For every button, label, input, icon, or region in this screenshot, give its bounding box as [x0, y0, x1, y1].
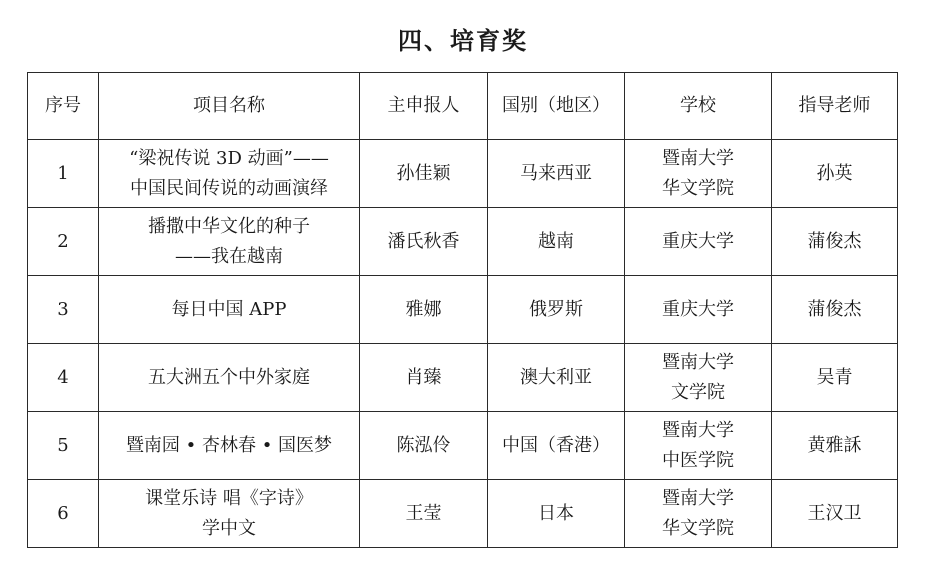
school-cell	[625, 412, 772, 480]
row-index: 4	[28, 344, 99, 412]
advisor-cell: 蒲俊杰	[772, 276, 898, 344]
country-cell: 马来西亚	[488, 140, 625, 208]
row-index: 3	[28, 276, 99, 344]
table-row	[28, 480, 898, 548]
school-cell	[625, 208, 772, 276]
page-title: 四、培育奖	[398, 27, 528, 55]
school-line: 暨南大学	[662, 487, 734, 509]
table-row	[28, 412, 898, 480]
applicant-cell: 肖臻	[360, 344, 488, 412]
table-row	[28, 140, 898, 208]
row-index: 2	[28, 208, 99, 276]
table-row	[28, 344, 898, 412]
header-index: 序号	[28, 73, 99, 140]
school-cell	[625, 276, 772, 344]
school-line: 华文学院	[662, 177, 734, 199]
header-country-region: 国别（地区）	[488, 73, 625, 140]
project-name-cell	[99, 412, 360, 480]
school-line: 中医学院	[662, 449, 734, 471]
project-name-cell	[99, 140, 360, 208]
applicant-cell: 孙佳颖	[360, 140, 488, 208]
school-line: 华文学院	[662, 517, 734, 539]
school-cell	[625, 480, 772, 548]
award-table	[27, 72, 898, 548]
project-name-line: ——我在越南	[175, 245, 283, 267]
row-index: 5	[28, 412, 99, 480]
table-header-row	[28, 73, 898, 140]
advisor-cell: 王汉卫	[772, 480, 898, 548]
school-line: 重庆大学	[662, 230, 734, 252]
advisor-cell: 吴青	[772, 344, 898, 412]
school-line: 暨南大学	[662, 147, 734, 169]
applicant-cell: 陈泓伶	[360, 412, 488, 480]
advisor-cell: 黄雅訸	[772, 412, 898, 480]
project-name-line: 课堂乐诗 唱《字诗》	[145, 487, 313, 509]
project-name-line: 每日中国 APP	[171, 298, 287, 320]
school-cell	[625, 344, 772, 412]
school-line: 重庆大学	[662, 298, 734, 320]
header-project-name: 项目名称	[99, 73, 360, 140]
project-name-line: 五大洲五个中外家庭	[148, 366, 310, 388]
advisor-cell: 孙英	[772, 140, 898, 208]
table-row	[28, 276, 898, 344]
school-line: 暨南大学	[662, 419, 734, 441]
country-cell: 中国（香港）	[488, 412, 625, 480]
advisor-cell: 蒲俊杰	[772, 208, 898, 276]
project-name-line: 播撒中华文化的种子	[148, 215, 310, 237]
school-cell	[625, 140, 772, 208]
project-name-line: 学中文	[202, 517, 256, 539]
header-school: 学校	[625, 73, 772, 140]
row-index: 1	[28, 140, 99, 208]
country-cell: 澳大利亚	[488, 344, 625, 412]
applicant-cell: 王莹	[360, 480, 488, 548]
project-name-line: 暨南园 • 杏林春 • 国医梦	[125, 434, 333, 456]
project-name-cell	[99, 480, 360, 548]
project-name-cell	[99, 276, 360, 344]
row-index: 6	[28, 480, 99, 548]
header-applicant: 主申报人	[360, 73, 488, 140]
project-name-cell	[99, 208, 360, 276]
project-name-cell	[99, 344, 360, 412]
applicant-cell: 潘氏秋香	[360, 208, 488, 276]
school-line: 文学院	[671, 381, 725, 403]
project-name-line: 中国民间传说的动画演绎	[130, 177, 328, 199]
table-row	[28, 208, 898, 276]
country-cell: 俄罗斯	[488, 276, 625, 344]
applicant-cell: 雅娜	[360, 276, 488, 344]
project-name-line: “梁祝传说 3D 动画”——	[129, 147, 329, 169]
country-cell: 日本	[488, 480, 625, 548]
header-advisor: 指导老师	[772, 73, 898, 140]
country-cell: 越南	[488, 208, 625, 276]
school-line: 暨南大学	[662, 351, 734, 373]
